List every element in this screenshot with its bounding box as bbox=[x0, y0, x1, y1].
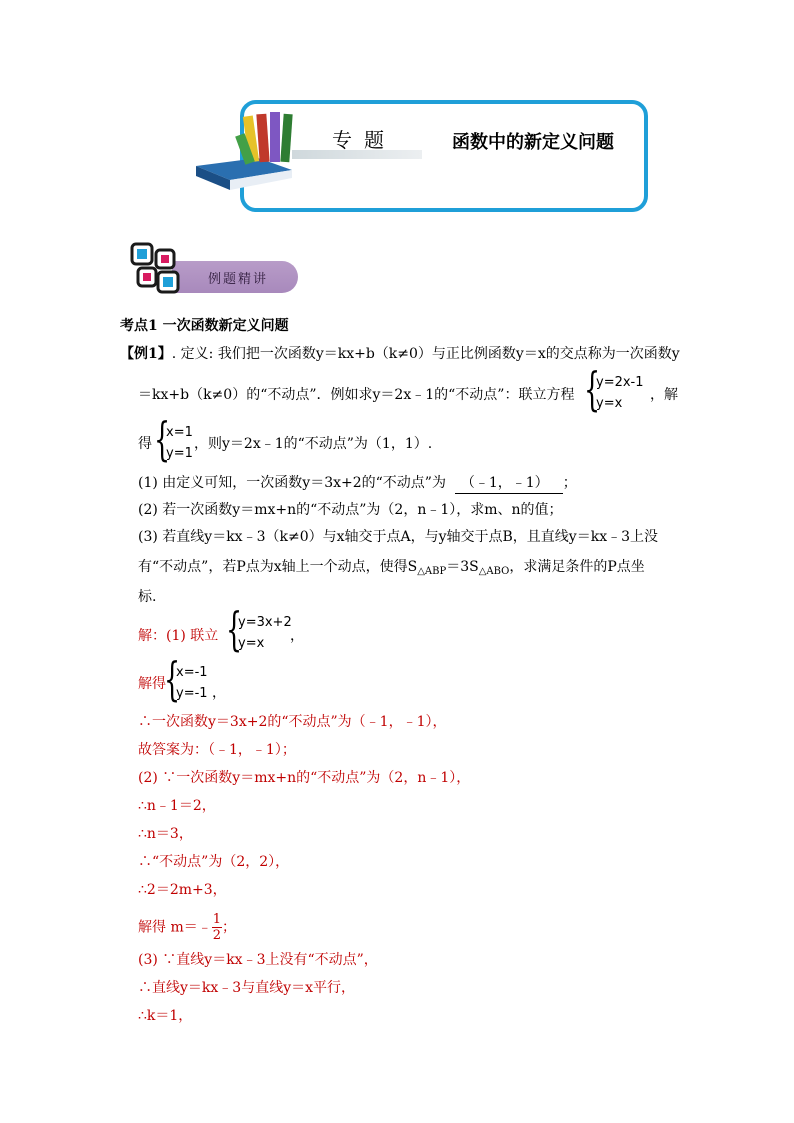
question-2: (2) 若一次函数y＝mx+n的“不动点”为（2，n﹣1），求m、n的值； bbox=[138, 502, 563, 518]
fraction: $\frac{1}{2}$ bbox=[212, 912, 222, 943]
section-heading: 考点1 一次函数新定义问题 bbox=[120, 318, 289, 334]
solution-step-6: ∴n﹣1＝2， bbox=[138, 798, 216, 814]
solution-step-11: (3) ∵直线y＝kx﹣3上没有“不动点”， bbox=[138, 952, 378, 968]
solution-step-12: ∴直线y＝kx﹣3与直线y＝x平行， bbox=[138, 980, 355, 996]
question-3-line-1: (3) 若直线y＝kx﹣3（k≠0）与x轴交于点A，与y轴交于点B，且直线y＝kx﹣3上没 bbox=[138, 529, 658, 545]
brace: { bbox=[584, 362, 601, 416]
example-line-3-start: 得 bbox=[138, 436, 152, 452]
question-3-line-2: 有“不动点”，若P点为x轴上一个动点，使得$S_{\triangle ABP}=3S_{\triangle ABO}$，求满足条件的P点坐 bbox=[138, 559, 645, 577]
question-3-line-3: 标. bbox=[138, 589, 157, 605]
solution-step-2: 解得 bbox=[138, 676, 166, 692]
solution-step-13: ∴k＝1， bbox=[138, 1008, 193, 1024]
equation-system-2: x=1 y=1 bbox=[166, 425, 193, 461]
banner-title: 函数中的新定义问题 bbox=[452, 132, 614, 153]
brace: { bbox=[226, 602, 243, 656]
question-1-answer: （﹣1，﹣1） bbox=[455, 473, 563, 494]
equation-system-3: y=3x+2 y=x bbox=[238, 615, 292, 651]
brace: { bbox=[164, 652, 181, 706]
equation-system-1: y=2x-1 y=x bbox=[596, 375, 644, 411]
solution-step-4: 故答案为：（﹣1，﹣1）； bbox=[138, 742, 296, 758]
banner-label: 专题 bbox=[332, 128, 396, 152]
books-icon bbox=[188, 104, 308, 194]
badge-text: 例题精讲 bbox=[208, 272, 269, 287]
solution-step-1-end: ， bbox=[290, 628, 304, 644]
example-line-2-end: ，解 bbox=[650, 387, 678, 403]
solution-step-7: ∴n＝3， bbox=[138, 826, 193, 842]
solution-step-3: ∴一次函数y＝3x+2的“不动点”为（﹣1，﹣1）， bbox=[138, 714, 447, 730]
question-1: (1) 由定义可知，一次函数y＝3x+2的“不动点”为 （﹣1，﹣1） ； bbox=[138, 473, 577, 494]
solution-step-9: ∴2＝2m+3， bbox=[138, 882, 227, 898]
solution-step-2-end: ， bbox=[212, 685, 226, 701]
solution-step-1: 解：(1) 联立 bbox=[138, 628, 219, 644]
grid-squares-icon bbox=[130, 240, 182, 296]
solution-step-8: ∴“不动点”为（2，2）， bbox=[138, 854, 290, 870]
example-line-2: ＝kx+b（k≠0）的“不动点”．例如求y＝2x﹣1的“不动点”：联立方程 bbox=[138, 387, 575, 403]
example-line-1: 【例1】. 定义: 我们把一次函数y＝kx+b（k≠0）与正比例函数y＝x的交点称为一次函数y bbox=[120, 346, 680, 362]
solution-step-10: 解得 m＝﹣ $\frac{1}{2}$ ； bbox=[138, 912, 237, 943]
example-tag: 【例1】 bbox=[120, 346, 172, 362]
equation-system-4: x=-1 y=-1 bbox=[176, 665, 208, 701]
solution-step-5: (2) ∵一次函数y＝mx+n的“不动点”为（2，n﹣1）， bbox=[138, 770, 471, 786]
brace: { bbox=[154, 412, 171, 466]
example-line-3: ，则y＝2x﹣1的“不动点”为（1，1）. bbox=[194, 436, 433, 452]
